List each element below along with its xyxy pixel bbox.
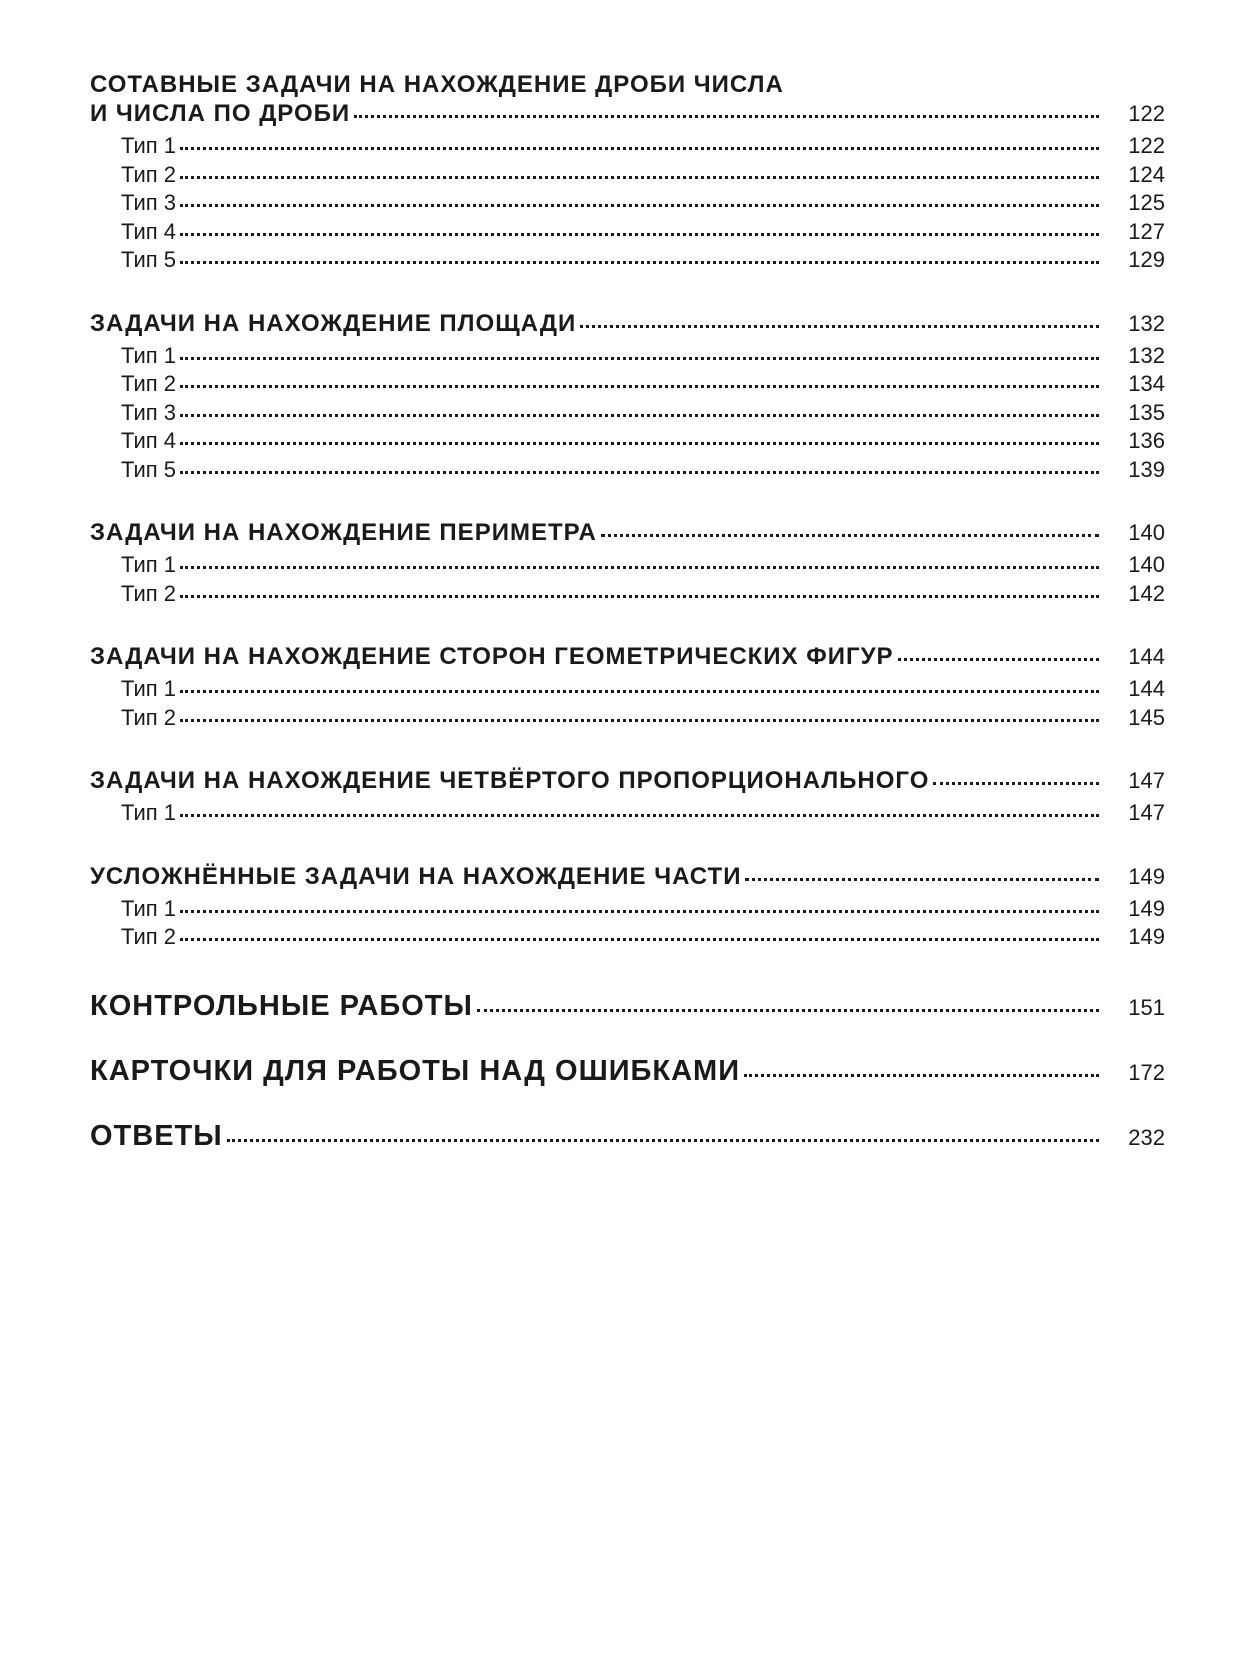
dot-leader xyxy=(477,1009,1099,1012)
dot-leader xyxy=(180,442,1099,445)
toc-item-label: Тип 1 xyxy=(121,552,177,577)
toc-section xyxy=(90,642,1165,732)
dot-leader xyxy=(744,1074,1099,1077)
dot-leader xyxy=(180,814,1099,817)
page-number: 122 xyxy=(1128,133,1165,158)
section-title: ЗАДАЧИ НА НАХОЖДЕНИЕ ПЛОЩАДИ xyxy=(90,309,577,337)
toc-item-row[interactable] xyxy=(90,675,1165,704)
dot-leader xyxy=(180,910,1099,913)
page-number: 132 xyxy=(1128,342,1165,368)
toc-item-row[interactable] xyxy=(90,456,1165,485)
toc-heading-row[interactable] xyxy=(90,862,1165,891)
dot-leader xyxy=(227,1139,1099,1142)
dot-leader xyxy=(180,938,1099,941)
toc-item-label: Тип 4 xyxy=(121,218,177,244)
toc-item-label: Тип 5 xyxy=(121,456,177,482)
toc-item-label: Тип 1 xyxy=(121,133,177,158)
toc-heading-row[interactable] xyxy=(90,766,1165,795)
dot-leader xyxy=(180,147,1099,150)
toc-item-label: Тип 1 xyxy=(121,676,177,701)
toc-major-row[interactable] xyxy=(90,1116,1165,1158)
toc-item-label: Тип 1 xyxy=(121,800,177,825)
page-number: 125 xyxy=(1128,190,1165,215)
page-number: 132 xyxy=(1128,310,1165,336)
dot-leader xyxy=(745,878,1099,881)
dot-leader xyxy=(180,719,1099,722)
section-title: ЗАДАЧИ НА НАХОЖДЕНИЕ ПЕРИМЕТРА xyxy=(90,519,597,546)
toc-item-row[interactable] xyxy=(90,161,1165,190)
toc-item-label: Тип 2 xyxy=(121,371,177,396)
toc-heading-row[interactable] xyxy=(90,642,1165,671)
dot-leader xyxy=(180,204,1099,207)
dot-leader xyxy=(180,414,1099,417)
toc-item-row[interactable] xyxy=(90,427,1165,456)
toc-item-label: Тип 2 xyxy=(121,580,177,606)
page-number: 139 xyxy=(1128,456,1165,482)
dot-leader xyxy=(180,233,1099,236)
dot-leader xyxy=(180,385,1099,388)
toc-major-sections xyxy=(90,986,1165,1158)
page-number: 122 xyxy=(1128,101,1165,126)
page-number: 172 xyxy=(1128,1059,1165,1085)
page-number: 147 xyxy=(1128,800,1165,825)
toc-item-label: Тип 3 xyxy=(121,399,177,425)
toc-item-row[interactable] xyxy=(90,895,1165,924)
toc-item-row[interactable] xyxy=(90,246,1165,275)
toc-section xyxy=(90,518,1165,608)
page-number: 135 xyxy=(1128,399,1165,425)
section-title: ЗАДАЧИ НА НАХОЖДЕНИЕ ЧЕТВЁРТОГО ПРОПОРЦИОНАЛЬНОГО xyxy=(90,767,930,794)
toc-section xyxy=(90,70,1165,275)
toc-item-row[interactable] xyxy=(90,580,1165,609)
page-number: 151 xyxy=(1128,994,1165,1020)
page-number: 232 xyxy=(1128,1124,1165,1150)
dot-leader xyxy=(601,534,1099,537)
toc-item-row[interactable] xyxy=(90,218,1165,247)
toc-item-row[interactable] xyxy=(90,342,1165,371)
toc-item-label: Тип 2 xyxy=(121,704,177,730)
dot-leader xyxy=(180,357,1099,360)
toc-item-row[interactable] xyxy=(90,399,1165,428)
toc-item-row[interactable] xyxy=(90,704,1165,733)
page-number: 144 xyxy=(1128,676,1165,701)
toc-item-row[interactable] xyxy=(90,923,1165,952)
page-number: 149 xyxy=(1128,895,1165,921)
toc-section xyxy=(90,862,1165,952)
dot-leader xyxy=(180,566,1099,569)
page-number: 142 xyxy=(1128,580,1165,606)
toc-item-row[interactable] xyxy=(90,551,1165,580)
toc-heading-row[interactable] xyxy=(90,518,1165,547)
toc-major-row[interactable] xyxy=(90,1051,1165,1093)
page-number: 136 xyxy=(1128,428,1165,453)
page-number: 140 xyxy=(1128,552,1165,577)
table-of-contents xyxy=(90,70,1165,1181)
dot-leader xyxy=(898,658,1099,661)
toc-item-row[interactable] xyxy=(90,189,1165,218)
dot-leader xyxy=(580,325,1099,328)
page-number: 140 xyxy=(1128,520,1165,545)
toc-item-label: Тип 1 xyxy=(121,342,177,368)
page-number: 129 xyxy=(1128,247,1165,272)
page-number: 134 xyxy=(1128,371,1165,396)
dot-leader xyxy=(180,261,1099,264)
toc-item-label: Тип 2 xyxy=(121,924,177,949)
toc-item-label: Тип 3 xyxy=(121,190,177,215)
major-section-title: КАРТОЧКИ ДЛЯ РАБОТЫ НАД ОШИБКАМИ xyxy=(90,1054,741,1087)
toc-item-row[interactable] xyxy=(90,799,1165,828)
toc-item-label: Тип 2 xyxy=(121,161,177,187)
section-title-line1: СОТАВНЫЕ ЗАДАЧИ НА НАХОЖДЕНИЕ ДРОБИ ЧИСЛА xyxy=(90,71,784,98)
page-number: 145 xyxy=(1128,704,1165,730)
page-number: 147 xyxy=(1128,768,1165,793)
dot-leader xyxy=(933,782,1099,785)
major-section-title: КОНТРОЛЬНЫЕ РАБОТЫ xyxy=(90,989,473,1022)
dot-leader xyxy=(180,595,1099,598)
major-section-title: ОТВЕТЫ xyxy=(90,1119,223,1152)
toc-item-label: Тип 5 xyxy=(121,247,177,272)
section-title: УСЛОЖНЁННЫЕ ЗАДАЧИ НА НАХОЖДЕНИЕ ЧАСТИ xyxy=(90,862,742,890)
dot-leader xyxy=(180,471,1099,474)
page-number: 127 xyxy=(1128,218,1165,244)
toc-item-row[interactable] xyxy=(90,132,1165,161)
toc-item-label: Тип 4 xyxy=(121,428,177,453)
section-title: ЗАДАЧИ НА НАХОЖДЕНИЕ СТОРОН ГЕОМЕТРИЧЕСКИХ ФИГУР xyxy=(90,643,894,670)
dot-leader xyxy=(180,176,1099,179)
page-number: 149 xyxy=(1128,863,1165,889)
toc-major-row[interactable] xyxy=(90,986,1165,1028)
toc-item-row[interactable] xyxy=(90,370,1165,399)
page-number: 144 xyxy=(1128,644,1165,669)
toc-heading-row[interactable] xyxy=(90,309,1165,338)
toc-item-label: Тип 1 xyxy=(121,895,177,921)
page-number: 124 xyxy=(1128,161,1165,187)
section-title-line2: И ЧИСЛА ПО ДРОБИ xyxy=(90,100,351,127)
page-number: 149 xyxy=(1128,924,1165,949)
toc-heading-row[interactable] xyxy=(90,99,1165,128)
toc-section xyxy=(90,766,1165,828)
toc-section xyxy=(90,309,1165,485)
dot-leader xyxy=(354,115,1099,118)
dot-leader xyxy=(180,690,1099,693)
